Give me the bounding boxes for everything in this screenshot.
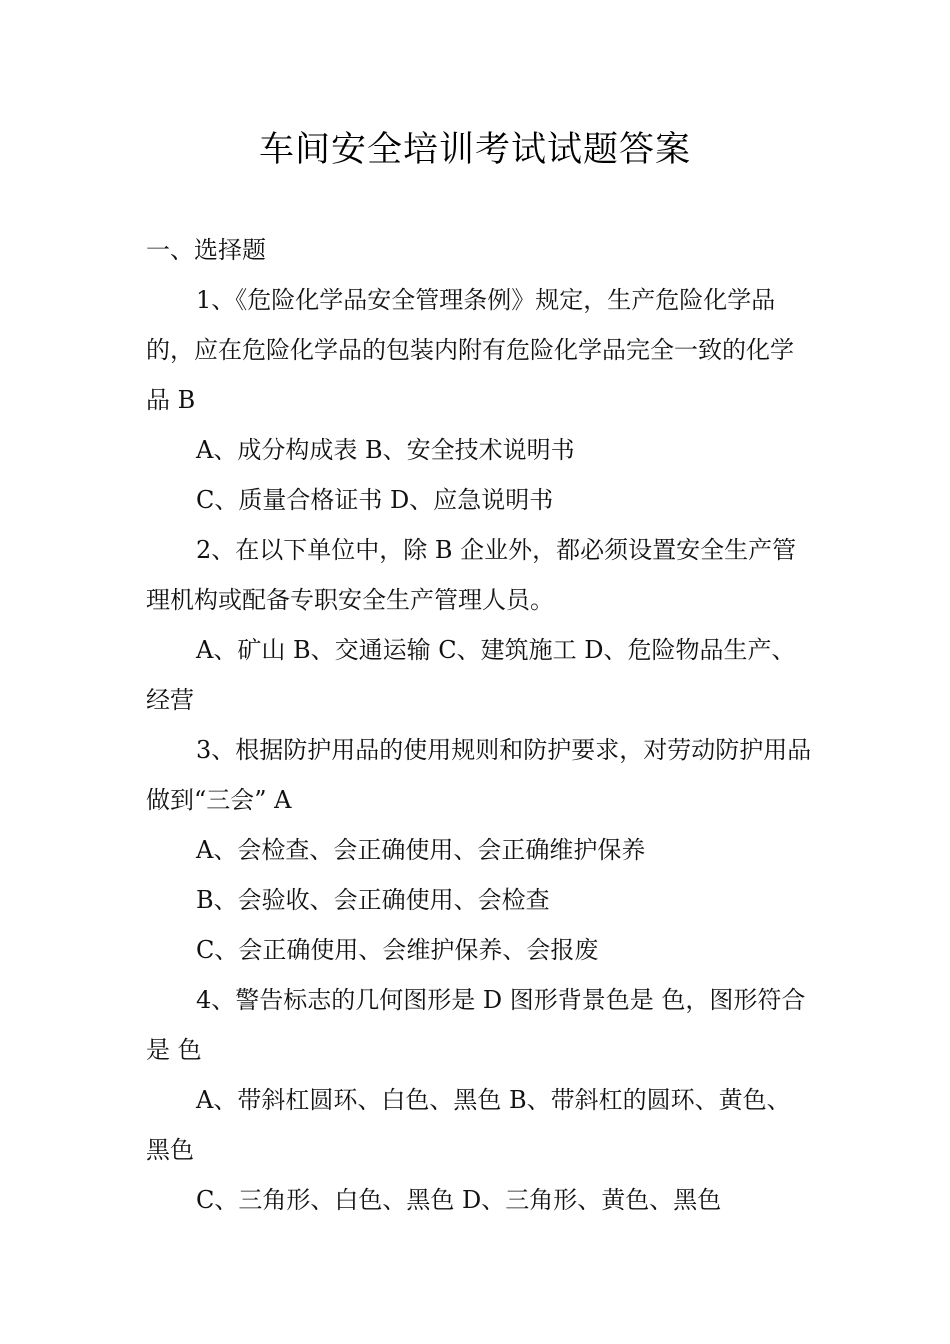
- question-4-options-cd: C、三角形、白色、黑色 D、三角形、黄色、黑色: [196, 1186, 722, 1214]
- document-body: [146, 225, 812, 1225]
- question-3-option-b: B、会验收、会正确使用、会检查: [196, 886, 550, 914]
- question-3-option-a: A、会检查、会正确使用、会正确维护保养: [196, 836, 646, 864]
- question-2-options: A、矿山 B、交通运输 C、建筑施工 D、危险物品生产、经营: [146, 636, 796, 714]
- question-4-options-ab: A、带斜杠圆环、白色、黑色 B、带斜杠的圆环、黄色、黑色: [146, 1086, 791, 1164]
- section-heading: 一、选择题: [146, 236, 266, 264]
- question-3-option-c: C、会正确使用、会维护保养、会报废: [196, 936, 599, 964]
- question-4: 4、警告标志的几何图形是 D 图形背景色是 色，图形符合是 色: [146, 986, 806, 1064]
- question-2: 2、在以下单位中，除 B 企业外，都必须设置安全生产管理机构或配备专职安全生产管理人员。: [146, 536, 797, 614]
- question-1-options-ab: A、成分构成表 B、安全技术说明书: [196, 436, 575, 464]
- question-3: 3、根据防护用品的使用规则和防护要求，对劳动防护用品做到“三会” A: [146, 736, 812, 814]
- document-title: 车间安全培训考试试题答案: [258, 130, 691, 170]
- question-1: 1、《危险化学品安全管理条例》规定，生产危险化学品的，应在危险化学品的包装内附有危险化学品完全一致的化学品 B: [146, 286, 794, 414]
- question-1-options-cd: C、质量合格证书 D、应急说明书: [196, 486, 554, 514]
